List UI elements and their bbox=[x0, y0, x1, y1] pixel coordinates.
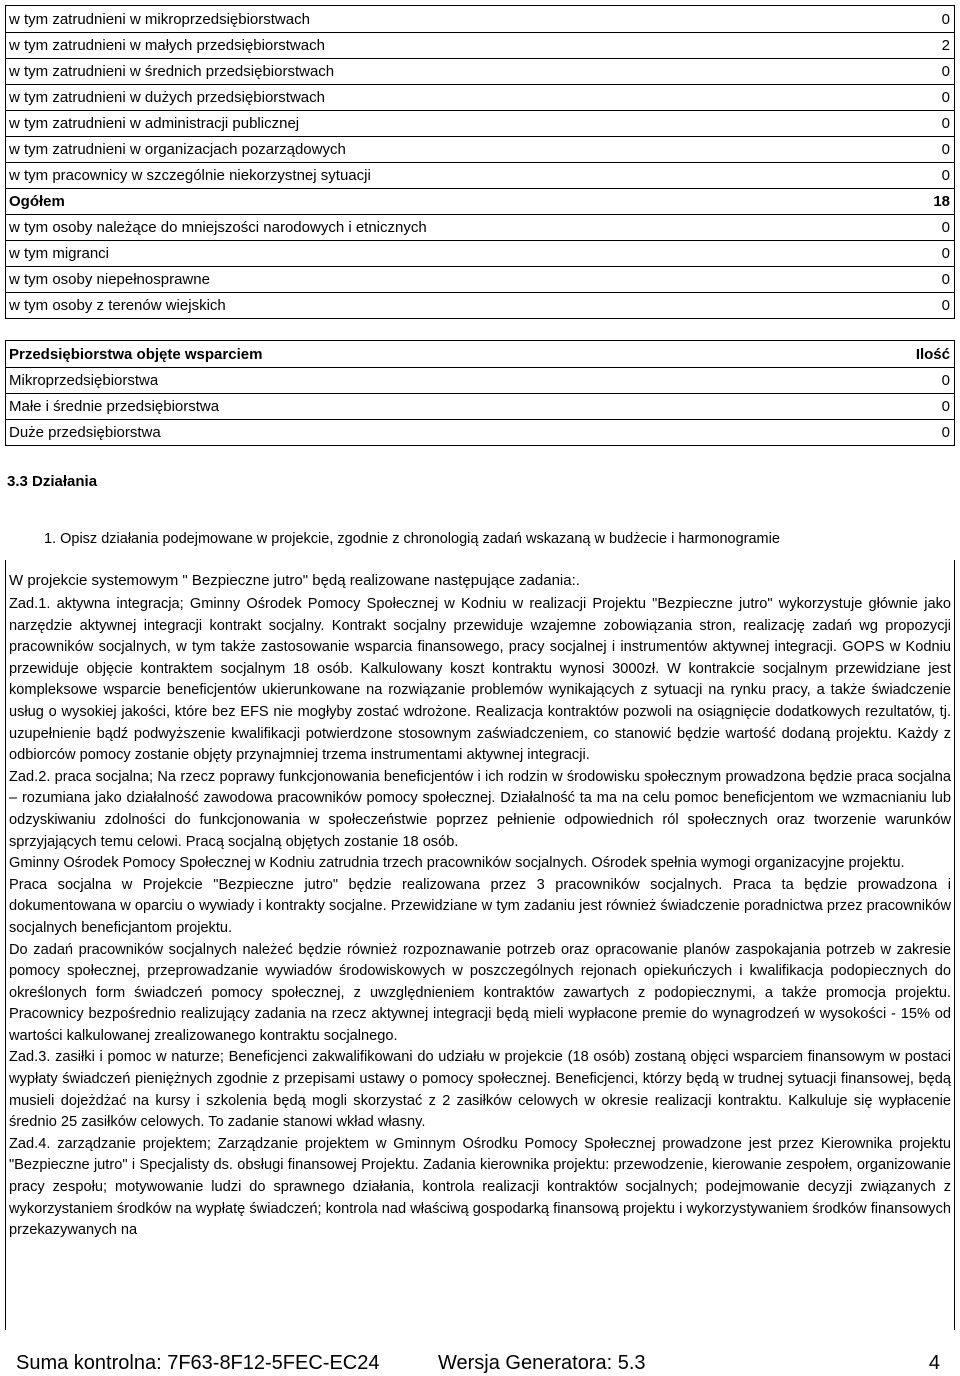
table-row bbox=[6, 162, 954, 188]
row-value: 0 bbox=[941, 297, 950, 314]
row-value: 0 bbox=[941, 372, 950, 389]
table-row bbox=[6, 6, 954, 32]
table-row bbox=[6, 188, 954, 214]
row-label: w tym zatrudnieni w dużych przedsiębiorstwach bbox=[9, 89, 325, 106]
table-row bbox=[6, 84, 954, 110]
row-value: 0 bbox=[941, 63, 950, 80]
row-label: w tym osoby należące do mniejszości narodowych i etnicznych bbox=[9, 219, 427, 236]
table-row bbox=[6, 266, 954, 292]
table-row bbox=[6, 214, 954, 240]
row-value: 0 bbox=[941, 219, 950, 236]
section-heading: 3.3 Działania bbox=[7, 473, 98, 490]
header-value: Ilość bbox=[915, 345, 950, 363]
row-value: 18 bbox=[933, 193, 950, 210]
table-row bbox=[6, 136, 954, 162]
participants-table bbox=[5, 5, 955, 319]
row-label: w tym migranci bbox=[9, 245, 110, 262]
table-row bbox=[6, 58, 954, 84]
row-label: w tym zatrudnieni w małych przedsiębiorstwach bbox=[9, 37, 325, 54]
question-text: 1. Opisz działania podejmowane w projekcie, zgodnie z chronologią zadań wskazaną w budżecie i harmonogramie bbox=[44, 531, 780, 547]
answer-paragraph: Gminny Ośrodek Pomocy Społecznej w Kodniu zatrudnia trzech pracowników socjalnych. Ośrodek spełnia wymogi organizacyjne projektu. bbox=[9, 855, 905, 872]
table-row bbox=[6, 32, 954, 58]
table-row bbox=[6, 240, 954, 266]
row-label: w tym zatrudnieni w mikroprzedsiębiorstwach bbox=[9, 10, 310, 28]
enterprises-table-header bbox=[6, 341, 954, 367]
enterprises-table bbox=[5, 340, 955, 446]
generator-version: Wersja Generatora: 5.3 bbox=[438, 1352, 646, 1374]
table-row bbox=[6, 292, 954, 318]
row-label: w tym zatrudnieni w administracji publicznej bbox=[9, 115, 300, 132]
row-value: 0 bbox=[941, 115, 950, 132]
answer-paragraph: Zad.4. zarządzanie projektem; Zarządzanie projektem w Gminnym Ośrodku Pomocy Społecznej prowadzone jest przez Kierownika projektu "Bezpieczne jutro" i Specjalisty ds. obsługi finansowej Projektu. Zadania kierownika projektu: przewodzenie, kierowanie zespołem, organizowanie pracy zespołu; motywowanie ludzi do sprawnego działania, kontrola realizacji kontraktów socjalnych; podejmowanie decyzji związanych z wykorzystaniem środków na wypłatę świadczeń; kontrola nad właściwą gospodarką finansową projektu i wykorzystywaniem środków finansowych przekazywanych na bbox=[9, 1135, 951, 1239]
row-label: w tym zatrudnieni w organizacjach pozarządowych bbox=[9, 141, 346, 158]
header-label: Przedsiębiorstwa objęte wsparciem bbox=[9, 345, 263, 363]
answer-paragraph: Praca socjalna w Projekcie "Bezpieczne jutro" będzie realizowana przez 3 pracowników socjalnych. Praca ta będzie prowadzona i dokumentowana w oparciu o wywiady i kontrakty socjalne. Przewidziane w tym zadaniu jest również świadczenie poradnictwa przez pracowników socjalnych beneficjantom projektu. bbox=[9, 876, 951, 936]
row-value: 0 bbox=[941, 245, 950, 262]
table-row bbox=[6, 419, 954, 445]
table-row bbox=[6, 393, 954, 419]
row-value: 0 bbox=[941, 424, 950, 441]
table-row bbox=[6, 367, 954, 393]
answer-paragraph: Zad.1. aktywna integracja; Gminny Ośrodek Pomocy Społecznej w Kodniu w realizacji Projektu "Bezpieczne jutro" wykorzystuje głównie jako narzędzie aktywnej integracji kontrakt socjalny. Kontrakt socjalny przewiduje wzajemne zobowiązania stron, realizację zadań wg propozycji pracowników socjalnych, w tym także zastosowanie wsparcia finansowego, pracy socjalnej i instrumentów aktywnej integracji. GOPS w Kodniu przewiduje objęcie kontraktem socjalnym 18 osób. Kalkulowany koszt kontraktu wynosi 3000zł. W kontrakcie socjalnym przewidziane jest kompleksowe wsparcie beneficjentów ukierunkowane na rozwiązanie problemów wynikających z sytuacji na rynku pracy, a także świadczenie usług o wysokiej jakości, które bez EFS nie mogłyby zostać wdrożone. Realizacja kontraktów pozwoli na osiągnięcie dodatkowych rezultatów, tj. uzupełnienie bądź podwyższenie kwalifikacji potwierdzone stosownym zaświadczeniem, co stanowić będzie wartość dodaną projektu. Każdy z odbiorców pomocy zostanie objęty przynajmniej trzema instrumentami aktywnej integracji. bbox=[9, 596, 951, 764]
row-label: Małe i średnie przedsiębiorstwa bbox=[9, 398, 220, 415]
row-label: Mikroprzedsiębiorstwa bbox=[9, 372, 159, 389]
row-label: Duże przedsiębiorstwa bbox=[9, 424, 161, 441]
row-label: w tym osoby z terenów wiejskich bbox=[9, 297, 226, 314]
row-value: 0 bbox=[941, 167, 950, 184]
row-value: 0 bbox=[941, 89, 950, 106]
answer-intro: W projekcie systemowym " Bezpieczne jutro" będą realizowane następujące zadania:. bbox=[9, 572, 580, 589]
checksum: Suma kontrolna: 7F63-8F12-5FEC-EC24 bbox=[16, 1352, 380, 1374]
answer-box bbox=[5, 560, 955, 1330]
row-label: w tym pracownicy w szczególnie niekorzystnej sytuacji bbox=[9, 167, 371, 184]
answer-paragraph: Do zadań pracowników socjalnych należeć będzie również rozpoznawanie potrzeb oraz opracowanie planów zaspokajania potrzeb w zakresie pomocy społecznej, przeprowadzanie wywiadów środowiskowych w poszczególnych rejonach opiekuńczych i kwalifikacja podopiecznych do określonych form świadczeń pomocy społecznej, z uwzględnieniem kontraktów zawartych z podopiecznymi, a także promocja projektu. Pracownicy bezpośrednio realizujący zadania na rzecz aktywnej integracji będą mieli wypłacone premie do wynagrodzeń w wysokości - 15% od wartości kalkulowanej zrealizowanego kontraktu socjalnego. bbox=[9, 941, 951, 1044]
answer-paragraph: Zad.3. zasiłki i pomoc w naturze; Beneficjenci zakwalifikowani do udziału w projekcie (18 osób) zostaną objęci wsparciem finansowym w postaci wypłaty świadczeń pieniężnych zgodnie z przepisami ustawy o pomocy społecznej. Beneficjenci, którzy będą w trudnej sytuacji finansowej, będą musieli dojeżdżać na kursy i szkolenia będą mogli skorzystać z 2 zasiłków celowych w okresie realizacji kontraktu. Kalkuluje się wypłacenie średnio 25 zasiłków celowych. To zadanie stanowi wkład własny. bbox=[9, 1049, 951, 1131]
row-label: w tym osoby niepełnosprawne bbox=[9, 271, 210, 288]
answer-body bbox=[9, 594, 951, 1242]
page-number: 4 bbox=[928, 1352, 940, 1374]
table-row bbox=[6, 110, 954, 136]
row-value: 0 bbox=[941, 398, 950, 415]
row-value: 0 bbox=[941, 10, 950, 28]
row-value: 2 bbox=[941, 37, 950, 54]
page-footer bbox=[0, 1352, 960, 1376]
row-label: w tym zatrudnieni w średnich przedsiębiorstwach bbox=[9, 63, 335, 80]
row-label: Ogółem bbox=[9, 193, 65, 210]
row-value: 0 bbox=[941, 271, 950, 288]
row-value: 0 bbox=[941, 141, 950, 158]
answer-paragraph: Zad.2. praca socjalna; Na rzecz poprawy funkcjonowania beneficjentów i ich rodzin w środowisku społecznym prowadzona będzie praca socjalna – rozumiana jako działalność zawodowa pracowników pomocy społecznej. Działalność ta ma na celu pomoc beneficjentom we wzmacnianiu lub odzyskiwaniu zdolności do funkcjonowania w społeczeństwie poprzez pełnienie odpowiednich ról społecznych oraz tworzenie warunków sprzyjających temu celowi. Pracą socjalną objętych zostanie 18 osób. bbox=[9, 768, 951, 850]
